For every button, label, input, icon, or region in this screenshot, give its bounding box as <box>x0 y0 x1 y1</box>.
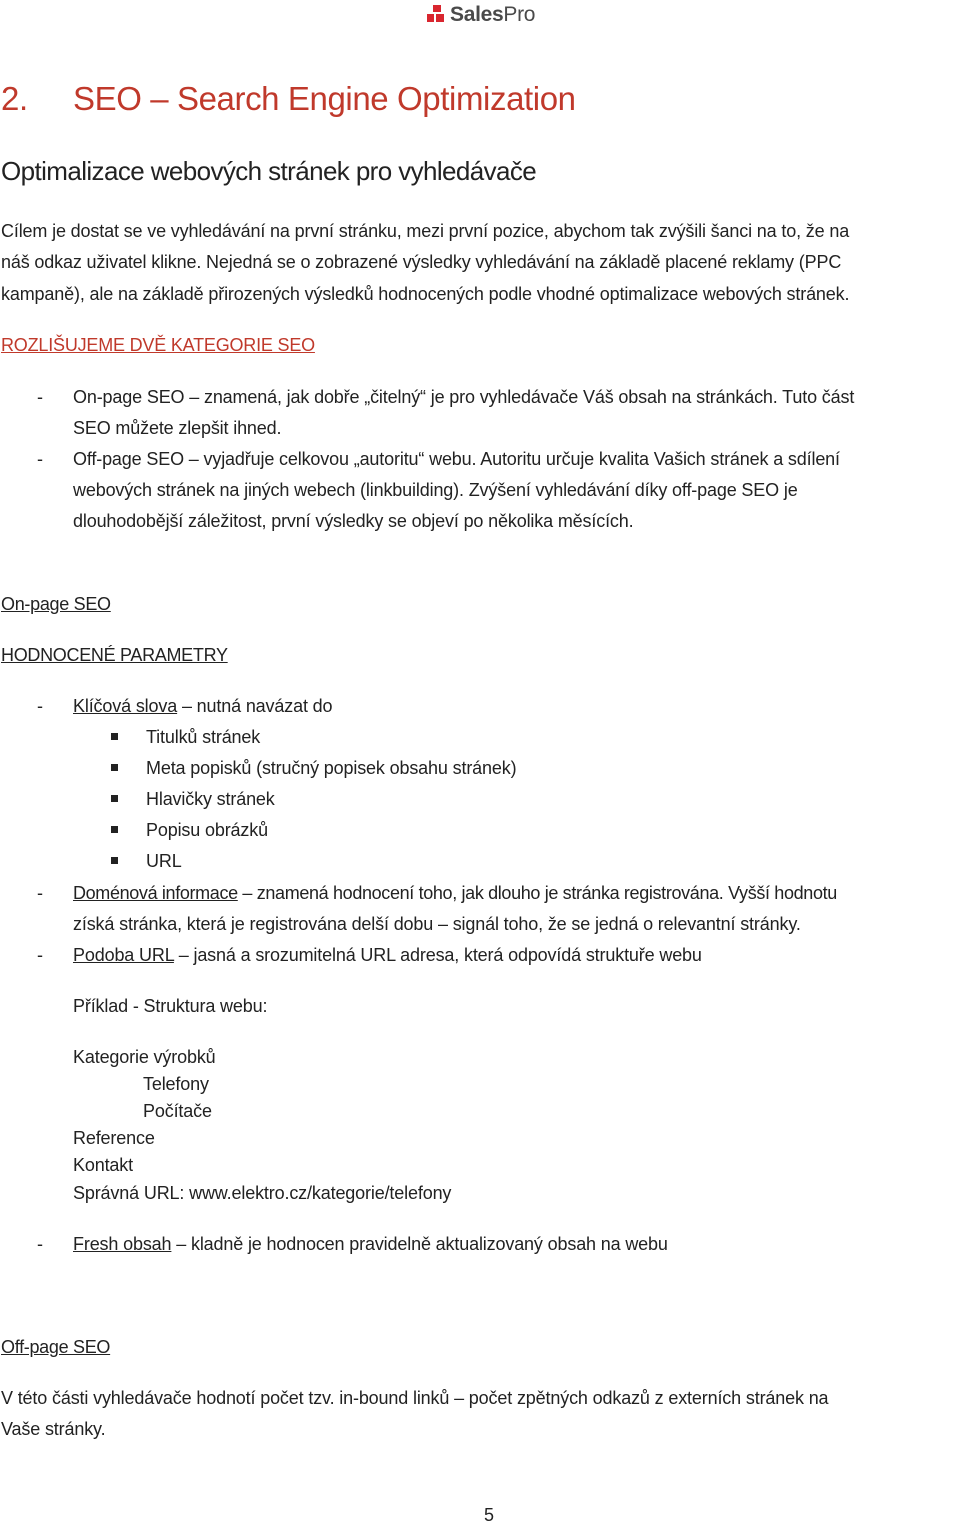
logo-text: SalesPro <box>450 3 536 26</box>
domain-info-line-2: získá stránka, která je registrována delší dobu – signál toho, že se jedná o relevantní stránky. <box>73 914 801 934</box>
offpage-def-line-3: dlouhodobější záležitost, první výsledky se objeví po několika měsících. <box>73 511 634 531</box>
logo-squares-icon <box>427 5 447 25</box>
fresh-content-item: Fresh obsah – kladně je hodnocen pravidelně aktualizovaný obsah na webu <box>73 1234 668 1254</box>
list-dash: - <box>37 696 43 716</box>
list-dash: - <box>37 883 43 903</box>
list-dash: - <box>37 387 43 407</box>
bullet-square-icon <box>111 764 118 771</box>
offpage-def-line-1: Off-page SEO – vyjadřuje celkovou „autoritu“ webu. Autoritu určuje kvalita Vašich stránek a sdílení <box>73 449 840 469</box>
keyword-subitem: URL <box>146 851 182 871</box>
offpage-text-line-2: Vaše stránky. <box>1 1419 106 1439</box>
correct-url-example: Správná URL: www.elektro.cz/kategorie/telefony <box>73 1183 452 1203</box>
keyword-subitem: Hlavičky stránek <box>146 789 275 809</box>
offpage-heading: Off-page SEO <box>1 1337 111 1357</box>
bullet-square-icon <box>111 857 118 864</box>
structure-item: Počítače <box>143 1101 212 1121</box>
params-heading: HODNOCENÉ PARAMETRY <box>1 645 228 665</box>
intro-line-3: kampaně), ale na základě přirozených výsledků hodnocených podle vhodné optimalizace webových stránek. <box>1 284 850 304</box>
page-title: 2. SEO – Search Engine Optimization <box>1 80 576 117</box>
page-number: 5 <box>484 1505 495 1525</box>
categories-heading: ROZLIŠUJEME DVĚ KATEGORIE SEO <box>1 335 315 355</box>
structure-item: Kontakt <box>73 1155 133 1175</box>
structure-item: Reference <box>73 1128 155 1148</box>
keyword-subitem: Popisu obrázků <box>146 820 268 840</box>
onpage-heading: On-page SEO <box>1 594 111 614</box>
onpage-def-line-2: SEO můžete zlepšit ihned. <box>73 418 282 438</box>
onpage-def-line-1: On-page SEO – znamená, jak dobře „čitelný“ je pro vyhledávače Váš obsah na stránkách. Tuto část <box>73 387 855 407</box>
keyword-subitem: Titulků stránek <box>146 727 261 747</box>
url-form-item: Podoba URL – jasná a srozumitelná URL adresa, která odpovídá struktuře webu <box>73 945 702 965</box>
salespro-logo <box>427 3 535 27</box>
page-subtitle: Optimalizace webových stránek pro vyhledávače <box>1 156 537 186</box>
bullet-square-icon <box>111 795 118 802</box>
keyword-subitem: Meta popisků (stručný popisek obsahu stránek) <box>146 758 517 778</box>
example-label: Příklad - Struktura webu: <box>73 996 268 1016</box>
offpage-def-line-2: webových stránek na jiných webech (linkbuilding). Zvýšení vyhledávání díky off-page SEO je <box>73 480 798 500</box>
domain-info-item: Doménová informace – znamená hodnocení toho, jak dlouho je stránka registrována. Vyšší hodnotu <box>73 883 837 903</box>
structure-item: Kategorie výrobků <box>73 1047 216 1067</box>
structure-item: Telefony <box>143 1074 209 1094</box>
list-dash: - <box>37 449 43 469</box>
list-dash: - <box>37 1234 43 1254</box>
intro-line-2: náš odkaz uživatel klikne. Nejedná se o zobrazené výsledky vyhledávání na základě placené reklamy (PPC <box>1 252 842 272</box>
offpage-text-line-1: V této části vyhledávače hodnotí počet tzv. in-bound linků – počet zpětných odkazů z externích stránek na <box>1 1388 829 1408</box>
bullet-square-icon <box>111 733 118 740</box>
bullet-square-icon <box>111 826 118 833</box>
intro-line-1: Cílem je dostat se ve vyhledávání na první stránku, mezi první pozice, abychom tak zvýšili šanci na to, že na <box>1 221 850 241</box>
list-dash: - <box>37 945 43 965</box>
keywords-item: Klíčová slova – nutná navázat do <box>73 696 333 716</box>
